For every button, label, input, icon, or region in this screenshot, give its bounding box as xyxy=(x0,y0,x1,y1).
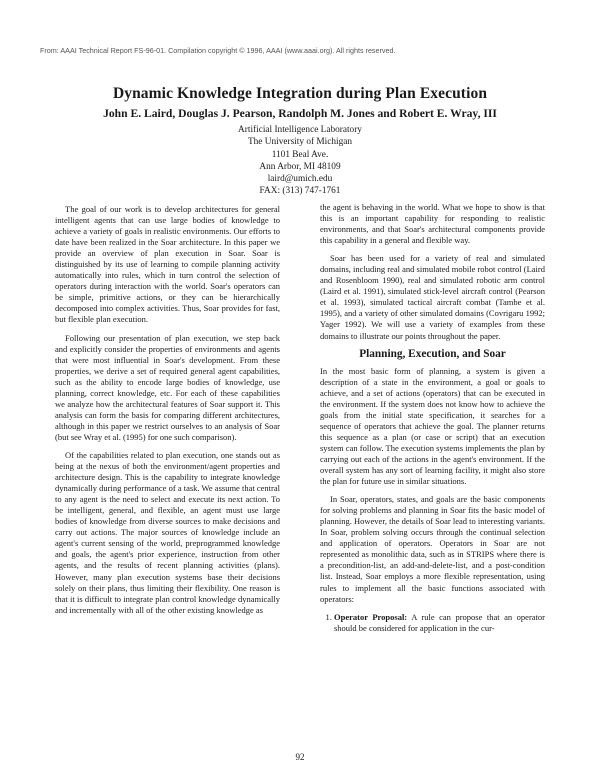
abstract-paragraph: The goal of our work is to develop architectures for general intelligent agents that can use large bodies of knowledge to achieve a variety of goals in realistic environments. Our efforts to date have been realized in the Soar architecture. In this paper we provide an overview of plan execution in Soar. Soar is distinguished by its use of learning to compile planning activity automatically into rules, which in turn control the selection of operators during interaction with the world. Soar's operators can be simple, primitive actions, or they can be hierarchically decomposed into complex activities. Thus, Soar provides for fast, but flexible plan execution. xyxy=(55,204,280,325)
body-paragraph: Soar has been used for a variety of real and simulated domains, including real and simulated mobile robot control (Laird and Rosenbloom 1990), real and simulated robotic arm control (Laird et al. 1991), simulated stick-level aircraft control (Pearson et al. 1993), simulated tactical aircraft combat (Tambe et al. 1995), and a variety of other simulated domains (Covrigaru 1992; Yager 1992). We will use a variety of examples from these domains to illustrate our points throughout the paper. xyxy=(320,253,545,341)
list-item-text: A rule can propose that an operator should be considered for application in the cur- xyxy=(334,611,546,633)
affiliation-email: laird@umich.edu xyxy=(267,174,333,185)
body-paragraph: Following our presentation of plan execution, we step back and explicitly consider the properties of environments and agents that were most influential in Soar's development. From these properties, we derive a set of required general agent capabilities, such as the ability to encode large bodies of knowledge, use planning, correct knowledge, etc. For each of these capabilities we analyze how the architectural features of Soar support it. This analysis can form the basis for comparing different architectures, although in this paper we restrict ourselves to an analysis of Soar (but see Wray et al. (1995) for one such comparison). xyxy=(55,332,280,442)
body-paragraph: Of the capabilities related to plan execution, one stands out as being at the nexus of both the environment/agent properties and architecture design. This is the capability to integrate knowledge dynamically during performance of a task. We assume that central to any agent is the need to select and execute its next action. To be intelligent, general, and flexible, an agent must use large bodies of knowledge from diverse sources to make decisions and carry out actions. The major sources of knowledge include an agent's current sensing of the world, preprogrammed knowledge and goals, the agent's prior experience, instruction from other agents, and the results of recent planning activities (plans). However, many plan execution systems base their decisions solely on their plans, thus limiting their flexibility. One reason is that it is difficult to integrate plan control knowledge dynamically and incrementally with all of the other existing knowledge as xyxy=(55,449,280,615)
affiliation-block xyxy=(0,124,600,198)
affiliation-street: 1101 Beal Ave. xyxy=(271,149,329,160)
list-item xyxy=(334,612,545,634)
affiliation-fax: FAX: (313) 747-1761 xyxy=(259,186,341,197)
paper-authors: John E. Laird, Douglas J. Pearson, Randolph M. Jones and Robert E. Wray, III xyxy=(103,107,497,120)
right-column xyxy=(320,202,545,634)
affiliation-university: The University of Michigan xyxy=(247,137,353,148)
left-column xyxy=(55,204,280,623)
body-paragraph: In the most basic form of planning, a system is given a description of a state in the environment, a goal or goals to achieve, and a set of actions (operators) that can be executed in the environment. If the system does not know how to achieve the goals from the initial state specification, it searches for a sequence of operators that achieve the goal. The planner returns this sequence as a plan (or case or script) that an execution system can follow. The execution systems implements the plan by carrying out each of the actions in the agent's environment. If the overall system has any sort of learning facility, it might also store the plan for future use in similar situations. xyxy=(320,365,545,487)
paper-title: Dynamic Knowledge Integration during Plan Execution xyxy=(112,85,488,102)
operator-function-list xyxy=(320,612,545,634)
copyright-note: From: AAAI Technical Report FS-96-01. Compilation copyright © 1996, AAAI (www.aaai.org). All rights reserved. xyxy=(40,46,396,55)
body-paragraph: In Soar, operators, states, and goals are the basic components for solving problems and planning in Soar fits the basic model of planning. However, the details of Soar lead to interesting variants. In Soar, problem solving occurs through the continual selection and application of operators. Operators in Soar are not represented as monolithic data, such as in STRIPS where there is a precondition-list, an add-and-delete-list, and a post-condition list. Instead, Soar employs a more flexible representation, using rules to implement all the basic functions associated with operators: xyxy=(320,494,545,604)
list-item-label: Operator Proposal: xyxy=(334,611,408,622)
affiliation-lab: Artificial Intelligence Laboratory xyxy=(238,125,362,135)
section-heading: Planning, Execution, and Soar xyxy=(359,347,506,360)
affiliation-city: Ann Arbor, MI 48109 xyxy=(259,161,341,172)
body-paragraph: the agent is behaving in the world. What we hope to show is that this is an important capability for responding to realistic environments, and that Soar's architectural components provide this capability in a general and flexible way. xyxy=(320,202,545,246)
page-number: 92 xyxy=(295,752,305,762)
